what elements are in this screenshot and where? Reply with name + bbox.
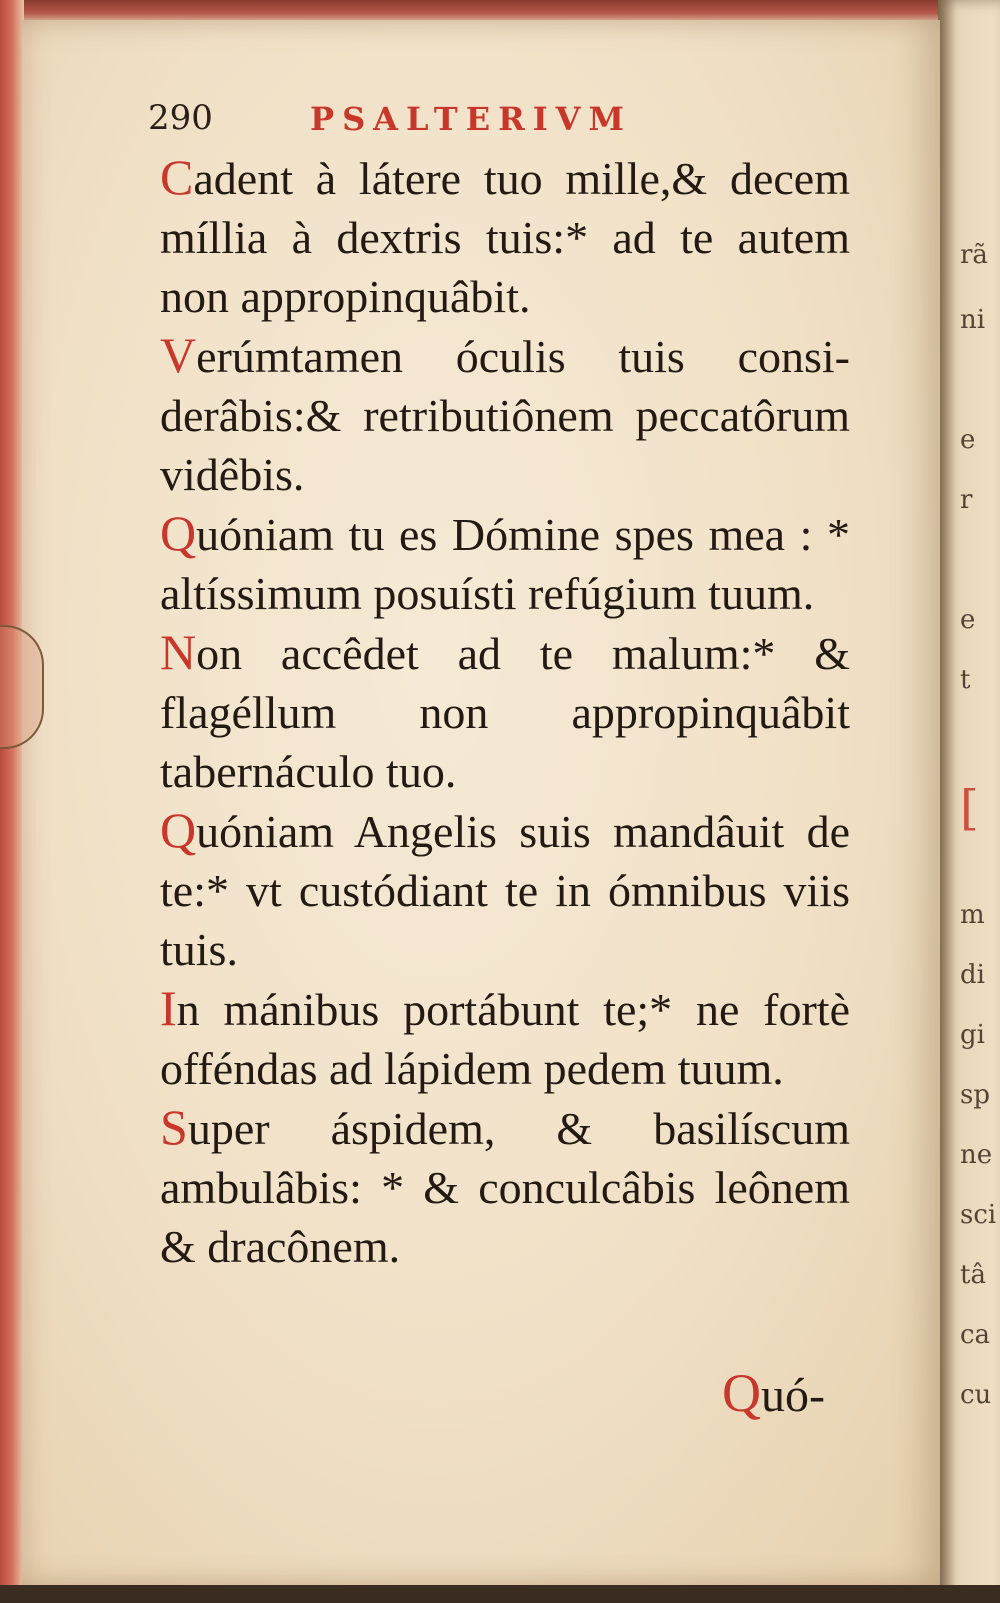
verse (160, 801, 850, 979)
facing-fragment: m (960, 900, 985, 930)
catchword (722, 1362, 825, 1424)
facing-fragment: ca (960, 1320, 991, 1350)
psalm-text (160, 148, 850, 1276)
catchword-text: uó- (761, 1369, 825, 1422)
rubricated-initial: Q (160, 505, 197, 561)
page-number: 290 (148, 98, 213, 138)
page-header (148, 98, 708, 144)
page-bottom-edge (0, 1585, 1000, 1603)
verse-text: uóniam Angelis suis mandâuit de te:* vt custódiant te in ómnibus viis tuis. (160, 806, 850, 975)
facing-fragment: sp (960, 1080, 990, 1110)
page-left-edge (0, 0, 24, 1603)
facing-fragment: gi (960, 1020, 985, 1050)
rubricated-initial: V (160, 327, 197, 383)
rubricated-initial: S (160, 1099, 188, 1155)
facing-fragment: rã (960, 240, 988, 270)
facing-fragment: e (960, 605, 976, 635)
verse-text: uóniam tu es Dómine spes mea : * altíssimum posuísti refúgium tuum. (160, 509, 850, 619)
verse-text: erúmtamen óculis tuis considerâbis:& retributiônem peccatôrum vidêbis. (160, 331, 850, 500)
facing-fragment: ni (960, 305, 986, 335)
facing-fragment: sci (960, 1200, 997, 1230)
verse (160, 148, 850, 326)
clasp-tab (0, 625, 44, 749)
facing-fragment: [ (960, 780, 979, 836)
verse-text: adent à látere tuo mille,& decem míllia à dextris tuis:* ad te autem non appropinquâbit. (160, 153, 850, 322)
facing-fragment: tâ (960, 1260, 986, 1290)
rubricated-initial: Q (160, 802, 197, 858)
running-title: PSALTERIVM (310, 100, 632, 138)
page-top-edge (0, 0, 1000, 22)
facing-page (938, 0, 1000, 1603)
verse-text: uper áspidem, & basilíscum ambulâbis: * & conculcâbis leônem & dracônem. (160, 1103, 850, 1272)
facing-fragment: di (960, 960, 985, 990)
facing-fragment: e (960, 425, 976, 455)
rubricated-initial: N (160, 624, 197, 680)
verse (160, 979, 850, 1098)
verse (160, 1098, 850, 1276)
verse (160, 623, 850, 801)
verse (160, 504, 850, 623)
verse-text: n mánibus portábunt te;* ne fortè offéndas ad lápidem pedem tuum. (160, 984, 850, 1094)
verse (160, 326, 850, 504)
facing-fragment: t (960, 665, 971, 695)
facing-fragment: cu (960, 1380, 992, 1410)
facing-fragment: ne (960, 1140, 993, 1170)
verse-text: on accêdet ad te malum:* & flagéllum non appropinquâbit tabernáculo tuo. (160, 628, 850, 797)
facing-fragment: r (960, 485, 973, 515)
rubricated-initial: I (160, 980, 177, 1036)
rubricated-initial: C (160, 149, 194, 205)
rubricated-initial: Q (722, 1363, 761, 1423)
